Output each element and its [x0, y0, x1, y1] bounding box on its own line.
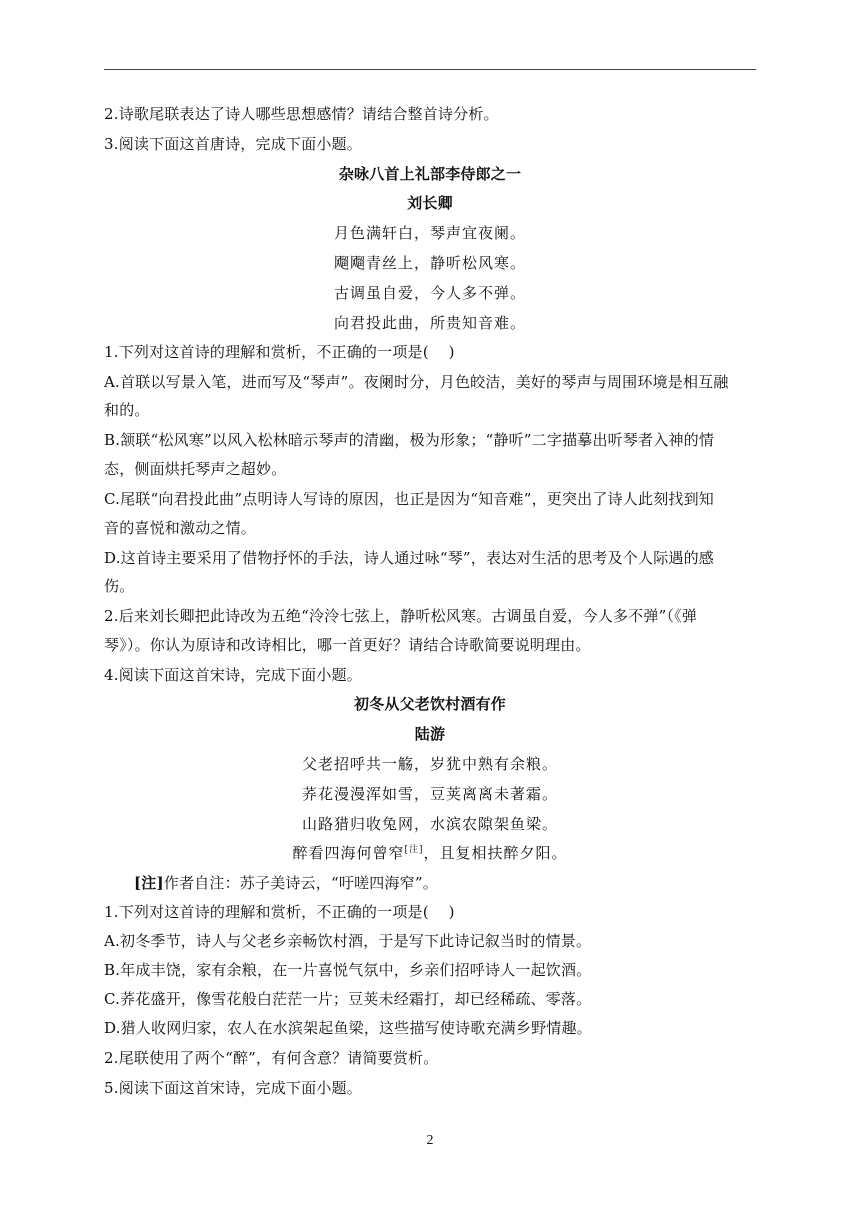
poem1-title: 杂咏八首上礼部李侍郎之一	[338, 165, 522, 183]
poem2-line-4	[104, 843, 756, 863]
option-d-line-1: D.这首诗主要采用了借物抒怀的手法，诗人通过咏“琴”，表达对生活的思考及个人际遇的感	[104, 549, 715, 567]
page-number: 2	[426, 1133, 434, 1148]
option-c-line-1: C.尾联“向君投此曲”点明诗人写诗的原因，也正是因为“知音难”，更突出了诗人此刻找到知	[104, 490, 714, 508]
footnote	[134, 873, 786, 893]
option-a-line-2: 和的。	[104, 401, 150, 419]
poem2-title: 初冬从父老饮村酒有作	[353, 695, 506, 713]
poem1-line-4: 向君投此曲，所贵知音难。	[333, 314, 526, 332]
question-4-2: 2.尾联使用了两个“醉”，有何含意？请简要赏析。	[104, 1049, 439, 1067]
footnote-tag: [注]	[134, 874, 164, 892]
poem2-line-3: 山路猎归收兔网，水滨农隙架鱼梁。	[301, 815, 558, 833]
footnote-text: 作者自注：苏子美诗云，“吁嗟四海窄”。	[163, 874, 438, 892]
question-4-1: 1.下列对这首诗的理解和赏析，不正确的一项是( )	[104, 903, 455, 921]
option-b-line-1: B.颔联“松风寒”以风入松林暗示琴声的清幽，极为形象；“静听”二字描摹出听琴者入神的情	[104, 431, 715, 449]
q4-option-c: C.荞花盛开，像雪花般白茫茫一片；豆荚未经霜打，却已经稀疏、零落。	[104, 990, 592, 1008]
option-d-line-2: 伤。	[104, 577, 135, 595]
poem1-line-2: 飗飗青丝上，静听松风寒。	[333, 254, 526, 272]
poem2-line-2: 荞花漫漫浑如雪，豆荚离离未著霜。	[301, 785, 558, 803]
question-5-intro: 5.阅读下面这首宋诗，完成下面小题。	[104, 1079, 362, 1097]
q4-option-a: A.初冬季节，诗人与父老乡亲畅饮村酒，于是写下此诗记叙当时的情景。	[104, 932, 592, 950]
question-3-2-line-2: 琴》）。你认为原诗和改诗相比，哪一首更好？请结合诗歌简要说明理由。	[104, 636, 591, 654]
question-3-intro: 3.阅读下面这首唐诗，完成下面小题。	[104, 135, 362, 153]
poem2-line-4-part-1: 醉看四海何曾窄	[292, 844, 405, 862]
question-4-intro: 4.阅读下面这首宋诗，完成下面小题。	[104, 666, 362, 684]
footnote-marker: [注]	[404, 845, 424, 855]
q4-option-d: D.猎人收网归家，农人在水滨架起鱼梁，这些描写使诗歌充满乡野情趣。	[104, 1019, 592, 1037]
option-a-line-1: A.首联以写景入笔，进而写及“琴声”。夜阑时分，月色皎洁，美好的琴声与周围环境是相互融	[104, 373, 729, 391]
option-c-line-2: 音的喜悦和激动之情。	[104, 519, 257, 537]
question-3-1: 1.下列对这首诗的理解和赏析，不正确的一项是( )	[104, 343, 455, 361]
poem1-line-1: 月色满轩白，琴声宜夜阑。	[333, 224, 526, 242]
question-3-2-line-1: 2.后来刘长卿把此诗改为五绝“泠泠七弦上，静听松风寒。古调虽自爱，今人多不弹”（《弹	[104, 607, 698, 625]
poem2-line-4-part-2: ，且复相扶醉夕阳。	[423, 844, 568, 862]
poem1-line-3: 古调虽自爱，今人多不弹。	[333, 284, 526, 302]
poem1-author: 刘长卿	[407, 194, 453, 212]
poem2-author: 陆游	[414, 725, 446, 743]
question-2-text: 2.诗歌尾联表达了诗人哪些思想感情？请结合整首诗分析。	[104, 105, 499, 123]
q4-option-b: B.年成丰饶，家有余粮，在一片喜悦气氛中，乡亲们招呼诗人一起饮酒。	[104, 961, 592, 979]
header-rule	[104, 69, 756, 70]
poem2-line-1: 父老招呼共一觞，岁犹中熟有余粮。	[301, 755, 558, 773]
option-b-line-2: 态，侧面烘托琴声之超妙。	[104, 460, 287, 478]
